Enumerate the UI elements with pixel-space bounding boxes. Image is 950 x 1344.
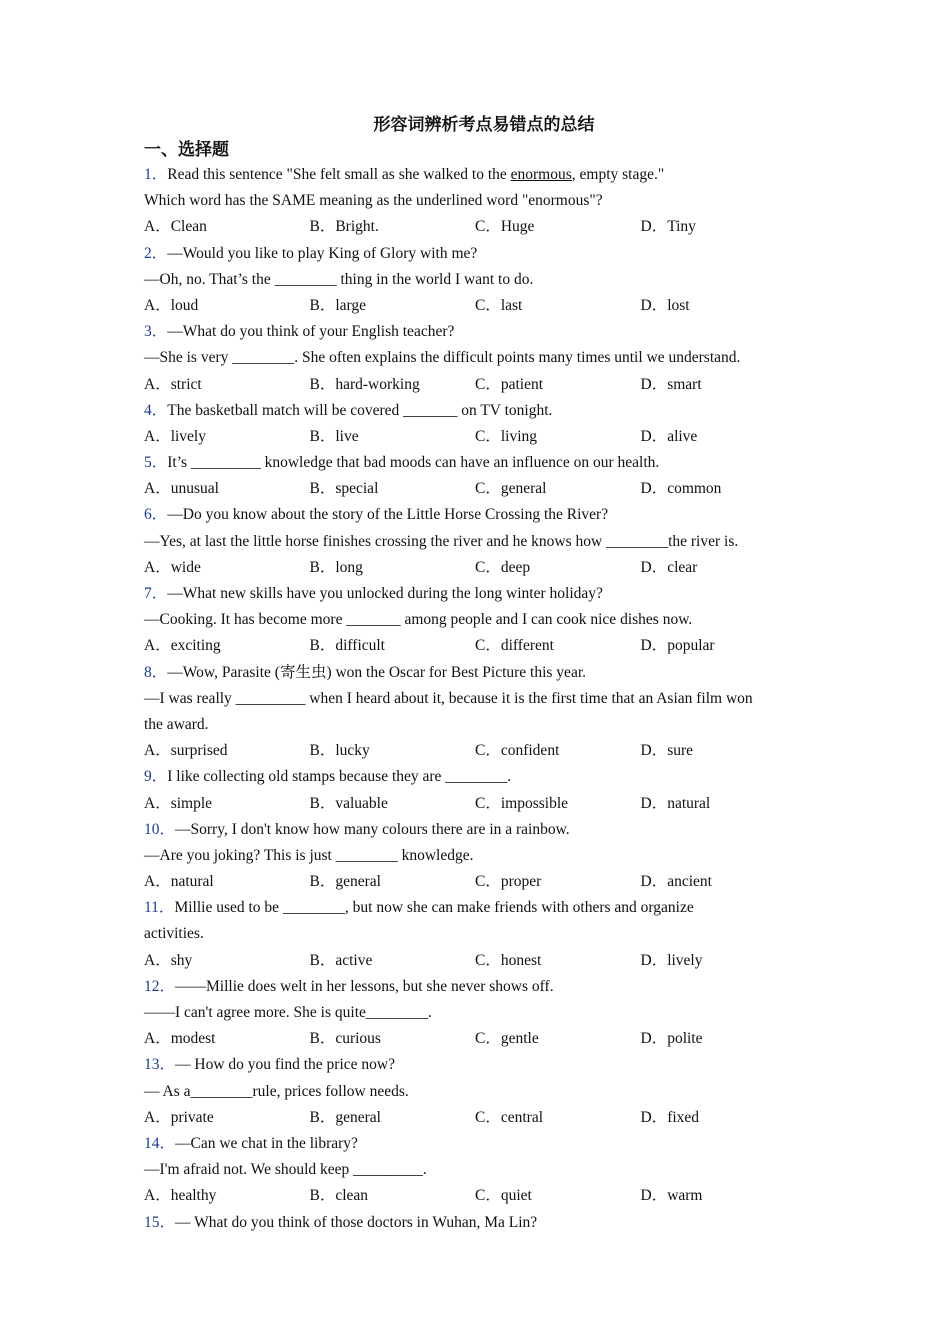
answer-option[interactable]: D．ancient — [640, 873, 712, 891]
question-text: It’s _________ knowledge that bad moods can have an influence on our health. — [167, 454, 660, 472]
answer-option[interactable]: D．clear — [640, 558, 698, 576]
answer-option[interactable]: B．difficult — [309, 637, 385, 655]
question-item — [144, 502, 824, 581]
answer-option[interactable]: A．simple — [144, 794, 213, 812]
question-text: —Are you joking? This is just ________ knowledge. — [144, 846, 474, 864]
answer-options — [144, 372, 824, 398]
answer-option[interactable]: D．polite — [640, 1030, 703, 1048]
answer-option[interactable]: D．popular — [640, 637, 715, 655]
answer-option[interactable]: A．private — [144, 1108, 214, 1126]
answer-option[interactable]: C．general — [475, 480, 547, 498]
answer-option[interactable]: D．warm — [640, 1187, 703, 1205]
answer-option[interactable]: B．live — [309, 427, 359, 445]
question-number: 10． — [144, 820, 176, 838]
question-stem — [144, 895, 824, 921]
question-text: — As a________rule, prices follow needs. — [144, 1082, 409, 1100]
answer-option[interactable]: C．quiet — [475, 1187, 532, 1205]
answer-option[interactable]: A．unusual — [144, 480, 219, 498]
question-line — [144, 1157, 824, 1183]
question-stem — [144, 319, 824, 345]
answer-option[interactable]: D．Tiny — [640, 218, 696, 236]
answer-options — [144, 1026, 824, 1052]
question-number: 12． — [144, 977, 176, 995]
question-stem — [144, 1210, 824, 1236]
question-stem — [144, 162, 824, 188]
answer-option[interactable]: C．patient — [475, 375, 544, 393]
question-text: —What new skills have you unlocked during the long winter holiday? — [167, 585, 603, 602]
question-text: —Cooking. It has become more _______ among people and I can cook nice dishes now. — [144, 611, 693, 629]
question-text: the award. — [144, 715, 209, 733]
question-number: 2． — [144, 244, 168, 262]
answer-options — [144, 1183, 824, 1209]
question-number: 8． — [144, 663, 168, 681]
question-text: ——Millie does welt in her lessons, but she never shows off. — [175, 977, 554, 995]
answer-options — [144, 1105, 824, 1131]
answer-option[interactable]: B．general — [309, 873, 381, 891]
question-item — [144, 450, 824, 502]
answer-option[interactable]: B．large — [309, 296, 367, 314]
question-text: —What do you think of your English teacher? — [167, 323, 455, 341]
answer-option[interactable]: A．lively — [144, 427, 206, 445]
question-number: 4． — [144, 401, 168, 419]
question-number: 6． — [144, 506, 168, 524]
answer-option[interactable]: D．sure — [640, 742, 694, 760]
question-line — [144, 843, 824, 869]
answer-options — [144, 948, 824, 974]
answer-option[interactable]: C．honest — [475, 951, 542, 969]
answer-option[interactable]: B．lucky — [309, 742, 370, 760]
answer-option[interactable]: C．living — [475, 427, 538, 445]
question-stem — [144, 817, 824, 843]
question-item — [144, 398, 824, 450]
question-text: ——I can't agree more. She is quite________. — [144, 1004, 432, 1021]
answer-options — [144, 476, 824, 502]
answer-options — [144, 738, 824, 764]
answer-option[interactable]: A．wide — [144, 558, 201, 576]
answer-option[interactable]: D．lost — [640, 296, 690, 314]
question-text: Millie used to be ________, but now she can make friends with others and organize — [174, 899, 694, 917]
question-line — [144, 345, 824, 371]
question-text: The basketball match will be covered _______ on TV tonight. — [167, 401, 553, 419]
answer-option[interactable]: D．common — [640, 480, 722, 498]
question-stem — [144, 398, 824, 424]
answer-options — [144, 424, 824, 450]
question-item — [144, 974, 824, 1053]
question-item — [144, 162, 824, 241]
answer-option[interactable]: C．impossible — [475, 794, 569, 812]
question-item — [144, 764, 824, 816]
question-number: 3． — [144, 323, 168, 341]
question-stem — [144, 502, 824, 528]
answer-options — [144, 293, 824, 319]
section-heading: 一、选择题 — [144, 140, 229, 159]
answer-option[interactable]: A．surprised — [144, 742, 228, 760]
question-item — [144, 1131, 824, 1210]
question-item — [144, 241, 824, 320]
question-item — [144, 895, 824, 974]
answer-option[interactable]: A．strict — [144, 375, 202, 393]
question-text: —She is very ________. She often explains the difficult points many times until we understand. — [144, 349, 741, 367]
answer-option[interactable]: C．last — [475, 296, 523, 314]
answer-option[interactable]: D．smart — [640, 375, 702, 393]
question-line — [144, 607, 824, 633]
question-number: 15． — [144, 1213, 176, 1231]
question-text: Which word has the SAME meaning as the underlined word "enormous"? — [144, 192, 603, 210]
question-stem — [144, 660, 824, 686]
answer-option[interactable]: B．clean — [309, 1187, 369, 1205]
answer-option[interactable]: D．lively — [640, 951, 703, 969]
answer-option[interactable]: C．different — [475, 637, 554, 655]
question-text: — What do you think of those doctors in Wuhan, Ma Lin? — [175, 1213, 538, 1231]
answer-option[interactable]: C．confident — [475, 742, 560, 760]
answer-option[interactable]: A．natural — [144, 873, 214, 891]
question-number: 9． — [144, 768, 168, 786]
answer-options — [144, 214, 824, 240]
answer-option[interactable]: A．loud — [144, 296, 199, 314]
answer-option[interactable]: D．alive — [640, 427, 698, 445]
question-number: 13． — [144, 1056, 176, 1074]
question-line — [144, 529, 824, 555]
question-line — [144, 267, 824, 293]
question-stem — [144, 974, 824, 1000]
answer-option[interactable]: B．valuable — [309, 794, 388, 812]
question-item — [144, 817, 824, 896]
answer-option[interactable]: C．proper — [475, 873, 542, 891]
question-stem — [144, 1052, 824, 1078]
question-stem — [144, 450, 824, 476]
question-number: 11． — [144, 899, 175, 917]
question-line — [144, 712, 824, 738]
question-text: Read this sentence "She felt small as she walked to the — [167, 166, 511, 183]
answer-option[interactable]: B．long — [309, 558, 363, 576]
answer-option[interactable]: B．active — [309, 951, 373, 969]
question-stem — [144, 581, 824, 607]
question-text: —Sorry, I don't know how many colours there are in a rainbow. — [175, 820, 570, 838]
question-stem — [144, 241, 824, 267]
question-stem — [144, 1131, 824, 1157]
answer-option[interactable]: C．gentle — [475, 1030, 539, 1048]
question-stem — [144, 764, 824, 790]
question-text: —Can we chat in the library? — [175, 1134, 358, 1152]
question-number: 5． — [144, 454, 168, 472]
underlined-word: enormous — [510, 166, 572, 183]
question-text: , empty stage." — [571, 166, 665, 183]
question-text: —Do you know about the story of the Little Horse Crossing the River? — [167, 506, 609, 524]
question-line — [144, 1079, 824, 1105]
question-item — [144, 1210, 824, 1236]
answer-option[interactable]: A．modest — [144, 1030, 216, 1048]
question-list — [144, 162, 824, 1236]
question-text: I like collecting old stamps because they are ________. — [167, 768, 512, 786]
question-number: 14． — [144, 1134, 176, 1152]
answer-option[interactable]: A．Clean — [144, 218, 207, 236]
question-item — [144, 319, 824, 398]
answer-option[interactable]: B．special — [309, 480, 379, 498]
answer-options — [144, 869, 824, 895]
answer-option[interactable]: B．hard-working — [309, 375, 420, 393]
answer-option[interactable]: C．central — [475, 1108, 544, 1126]
answer-option[interactable]: A．exciting — [144, 637, 221, 655]
answer-options — [144, 791, 824, 817]
question-line — [144, 686, 824, 712]
answer-option[interactable]: B．curious — [309, 1030, 381, 1048]
answer-option[interactable]: C．deep — [475, 558, 531, 576]
answer-option[interactable]: A．healthy — [144, 1187, 217, 1205]
question-text: —Would you like to play King of Glory with me? — [167, 244, 478, 262]
answer-option[interactable]: B．general — [309, 1108, 381, 1126]
answer-option[interactable]: D．natural — [640, 794, 711, 812]
answer-options — [144, 555, 824, 581]
question-text: — How do you find the price now? — [175, 1056, 395, 1074]
page-title: 形容词辨析考点易错点的总结 — [373, 115, 595, 134]
question-line — [144, 921, 824, 947]
question-item — [144, 581, 824, 660]
answer-option[interactable]: A．shy — [144, 951, 193, 969]
question-text: —Oh, no. That’s the ________ thing in the world I want to do. — [144, 270, 534, 288]
question-number: 1． — [144, 166, 168, 183]
question-number: 7． — [144, 585, 168, 602]
question-line — [144, 188, 824, 214]
question-item — [144, 1052, 824, 1131]
question-item — [144, 660, 824, 765]
answer-options — [144, 633, 824, 659]
question-text: —I'm afraid not. We should keep _________. — [144, 1161, 427, 1179]
answer-option[interactable]: D．fixed — [640, 1108, 700, 1126]
question-text: —Wow, Parasite (寄生虫) won the Oscar for Best Picture this year. — [167, 663, 587, 681]
document-page — [144, 112, 824, 1236]
question-text: —I was really _________ when I heard about it, because it is the first time that an Asian film won — [144, 689, 753, 707]
question-line — [144, 1000, 824, 1026]
answer-option[interactable]: C．Huge — [475, 218, 535, 236]
answer-option[interactable]: B．Bright. — [309, 218, 379, 236]
question-text: activities. — [144, 925, 204, 943]
question-text: —Yes, at last the little horse finishes crossing the river and he knows how ________the river is. — [144, 532, 739, 550]
